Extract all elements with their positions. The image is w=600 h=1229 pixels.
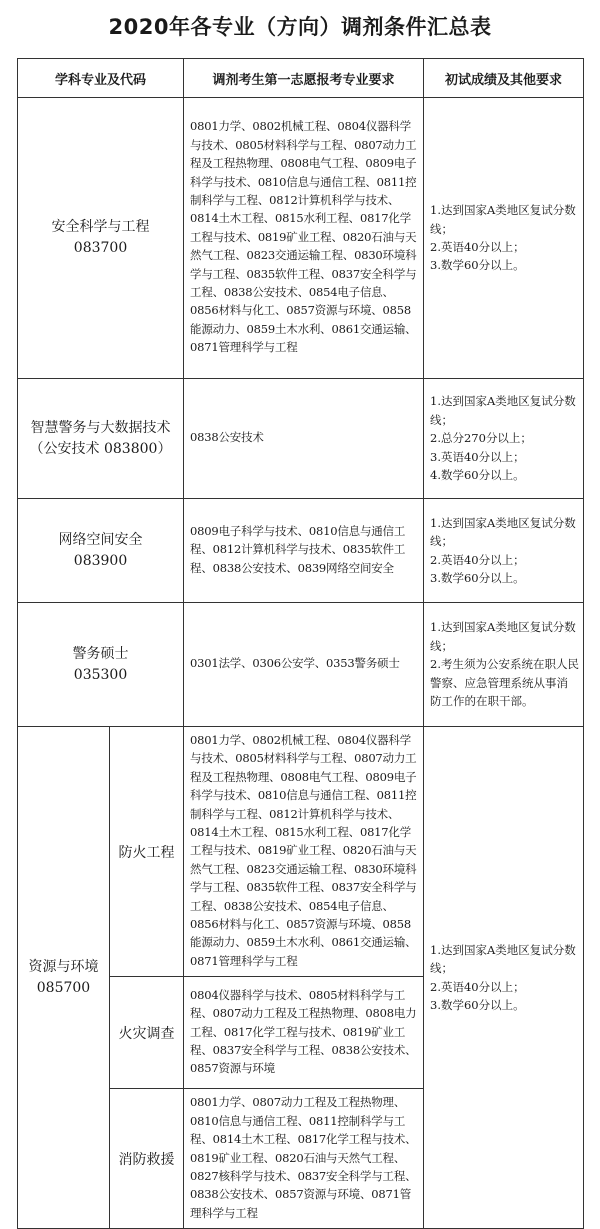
condition-line: 3.数学60分以上。 <box>430 570 525 585</box>
requirement-cell: 0801力学、0802机械工程、0804仪器科学与技术、0805材料科学与工程、0807动力工程及工程热物理、0808电气工程、0809电子科学与技术、0810信息与通信工程、0811控制科学与工程、0812计算机科学与技术、0814土木工程、0815水利工程、0817化学工程与技术、0819矿业工程、0820石油与天然气工程、0823交通运输工程、0830环境科学与工程、0835软件工程、0837安全科学与工程、0838公安技术、0854电子信息、0856材料与化工、0857资源与环境、0858能源动力、0859土木水利、0861交通运输、0871管理科学与工程 <box>184 98 424 379</box>
major-cell <box>18 98 184 379</box>
condition-line: 3.数学60分以上。 <box>430 997 525 1012</box>
requirement-cell: 0801力学、0807动力工程及工程热物理、0810信息与通信工程、0811控制科学与工程、0814土木工程、0817化学工程与技术、0819矿业工程、0820石油与天然气工程、0827核科学与技术、0837安全科学与工程、0838公安技术、0857资源与环境、0871管理科学与工程 <box>184 1089 424 1229</box>
condition-line: 1.达到国家A类地区复试分数线； <box>430 394 576 427</box>
major-name: 智慧警务与大数据技术 <box>30 419 171 436</box>
condition-line: 1.达到国家A类地区复试分数线； <box>430 942 576 976</box>
major-code: 085700 <box>36 979 91 996</box>
condition-line: 2.考生须为公安系统在职人民警察、应急管理系统从事消防工作的在职干部。 <box>430 657 579 709</box>
conditions-cell <box>424 499 584 603</box>
requirement-cell: 0801力学、0802机械工程、0804仪器科学与技术、0805材料科学与工程、0807动力工程及工程热物理、0808电气工程、0809电子科学与技术、0810信息与通信工程、0811控制科学与工程、0812计算机科学与技术、0814土木工程、0815水利工程、0817化学工程与技术、0819矿业工程、0820石油与天然气工程、0823交通运输工程、0830环境科学与工程、0835软件工程、0837安全科学与工程、0838公安技术、0854电子信息、0856材料与化工、0857资源与环境、0858能源动力、0859土木水利、0861交通运输、0871管理科学与工程 <box>184 727 424 977</box>
conditions-cell <box>424 603 584 727</box>
transfer-conditions-table <box>17 58 584 1229</box>
requirement-cell: 0804仪器科学与技术、0805材料科学与工程、0807动力工程及工程热物理、0808电力工程、0817化学工程与技术、0819矿业工程、0837安全科学与工程、0838公安技术、0857资源与环境 <box>184 977 424 1089</box>
major-code: 083700 <box>73 240 128 256</box>
major-code: （公安技术 083800） <box>29 440 172 457</box>
major-code: 083900 <box>73 552 128 569</box>
condition-line: 2.总分270分以上； <box>430 431 532 446</box>
condition-line: 3.英语40分以上； <box>430 449 525 464</box>
major-cell <box>18 727 110 1229</box>
requirement-cell: 0301法学、0306公安学、0353警务硕士 <box>184 603 424 727</box>
table-row <box>18 379 584 499</box>
major-cell <box>18 379 184 499</box>
major-name: 资源与环境 <box>28 958 99 975</box>
sub-direction-name: 防火工程 <box>110 727 184 977</box>
major-name: 网络空间安全 <box>58 531 143 548</box>
header-requirement: 调剂考生第一志愿报考专业要求 <box>184 59 424 98</box>
condition-line: 1.达到国家A类地区复试分数线； <box>430 620 576 653</box>
conditions-cell <box>424 727 584 1229</box>
major-code: 035300 <box>73 666 128 683</box>
sub-direction-name: 火灾调查 <box>110 977 184 1089</box>
header-conditions: 初试成绩及其他要求 <box>424 59 584 98</box>
condition-line: 2.英语40分以上； <box>430 552 525 567</box>
header-row <box>18 59 584 98</box>
page-title: 2020年各专业（方向）调剂条件汇总表 <box>108 15 492 39</box>
major-name: 警务硕士 <box>72 645 129 662</box>
major-cell <box>18 499 184 603</box>
requirement-cell: 0809电子科学与技术、0810信息与通信工程、0812计算机科学与技术、0835软件工程、0838公安技术、0839网络空间安全 <box>184 499 424 603</box>
major-name: 安全科学与工程 <box>51 219 150 235</box>
sub-direction-name: 消防救援 <box>110 1089 184 1229</box>
conditions-cell <box>424 379 584 499</box>
conditions-cell <box>424 98 584 379</box>
condition-line: 4.数学60分以上。 <box>430 468 525 483</box>
table-row <box>18 499 584 603</box>
table-row <box>18 727 584 977</box>
condition-line: 2.英语40分以上； <box>430 240 525 254</box>
condition-line: 3.数学60分以上。 <box>430 258 525 273</box>
condition-line: 2.英语40分以上； <box>430 979 525 994</box>
condition-line: 1.达到国家A类地区复试分数线； <box>430 515 576 549</box>
major-cell <box>18 603 184 727</box>
condition-line: 1.达到国家A类地区复试分数线； <box>430 203 576 236</box>
header-major: 学科专业及代码 <box>18 59 184 98</box>
table-row <box>18 98 584 379</box>
table-row <box>18 603 584 727</box>
requirement-cell: 0838公安技术 <box>184 379 424 499</box>
